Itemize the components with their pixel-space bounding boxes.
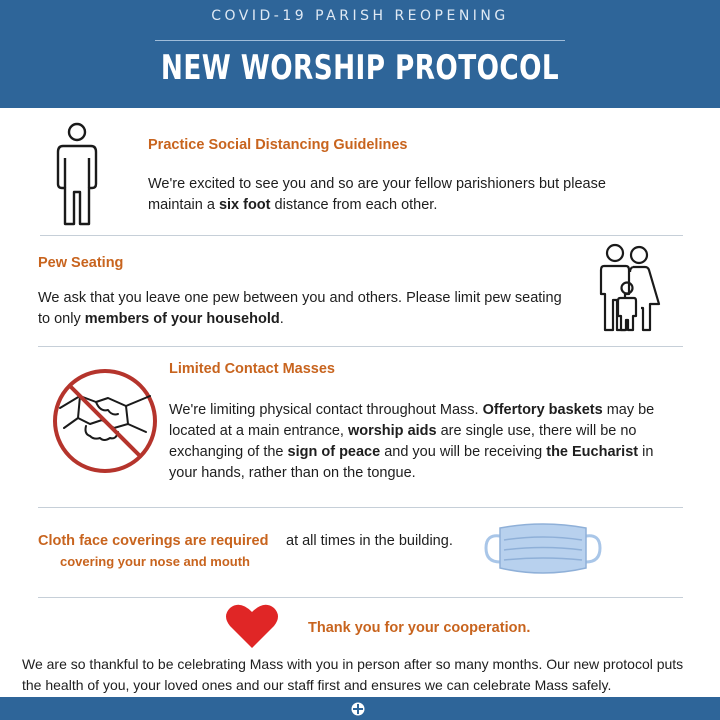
mask-heading: Cloth face coverings are required bbox=[38, 533, 269, 549]
contact-text-5: in your hands, rather than on the tongue. bbox=[169, 444, 654, 481]
contact-bold-3: sign of peace bbox=[287, 444, 381, 460]
contact-text-1: We're limiting physical contact throughout Mass. bbox=[169, 402, 483, 418]
pew-heading: Pew Seating bbox=[38, 255, 124, 271]
distancing-text-1: We're excited to see you and so are your fellow parishioners but please maintain a bbox=[148, 176, 606, 213]
divider-1 bbox=[40, 235, 683, 236]
mask-subheading: covering your nose and mouth bbox=[60, 554, 250, 569]
contact-text-4: and you will be receiving bbox=[380, 444, 547, 460]
contact-heading: Limited Contact Masses bbox=[169, 361, 335, 377]
contact-text-3: are single use, there will be no exchanging of the bbox=[169, 423, 637, 460]
contact-bold-1: Offertory baskets bbox=[482, 402, 603, 418]
person-icon bbox=[55, 122, 99, 228]
header-rule bbox=[155, 40, 565, 41]
divider-3 bbox=[38, 507, 683, 508]
contact-bold-4: the Eucharist bbox=[546, 444, 639, 460]
pew-text-2: . bbox=[279, 311, 284, 327]
pew-text bbox=[38, 288, 573, 330]
distancing-text bbox=[148, 174, 648, 216]
header-eyebrow: COVID-19 PARISH REOPENING bbox=[211, 8, 509, 24]
thanks-heading: Thank you for your cooperation. bbox=[308, 620, 531, 636]
divider-2 bbox=[38, 346, 683, 347]
contact-bold-2: worship aids bbox=[347, 423, 437, 439]
cross-logo-icon bbox=[351, 702, 365, 716]
no-handshake-icon bbox=[50, 366, 160, 476]
distancing-text-2: distance from each other. bbox=[270, 197, 438, 213]
face-mask-icon bbox=[482, 518, 604, 580]
contact-text-2: may be located at a main entrance, bbox=[169, 402, 655, 439]
family-icon bbox=[598, 242, 662, 334]
header-banner bbox=[0, 0, 720, 108]
heart-icon bbox=[224, 600, 280, 650]
distancing-bold-1: six foot bbox=[218, 197, 271, 213]
mask-text: at all times in the building. bbox=[286, 533, 453, 549]
page-title: NEW WORSHIP PROTOCOL bbox=[160, 48, 560, 88]
divider-4 bbox=[38, 597, 683, 598]
closing-text: We are so thankful to be celebrating Mass with you in person after so many months. Our new protocol puts the health of you, your loved ones and our staff first and ensures we can celebrate Mass safely. bbox=[22, 656, 684, 693]
pew-bold-1: members of your household bbox=[84, 311, 280, 327]
pew-text-1: We ask that you leave one pew between you and others. Please limit pew seating to only bbox=[38, 290, 562, 327]
distancing-heading: Practice Social Distancing Guidelines bbox=[148, 137, 408, 153]
contact-text bbox=[169, 400, 661, 484]
